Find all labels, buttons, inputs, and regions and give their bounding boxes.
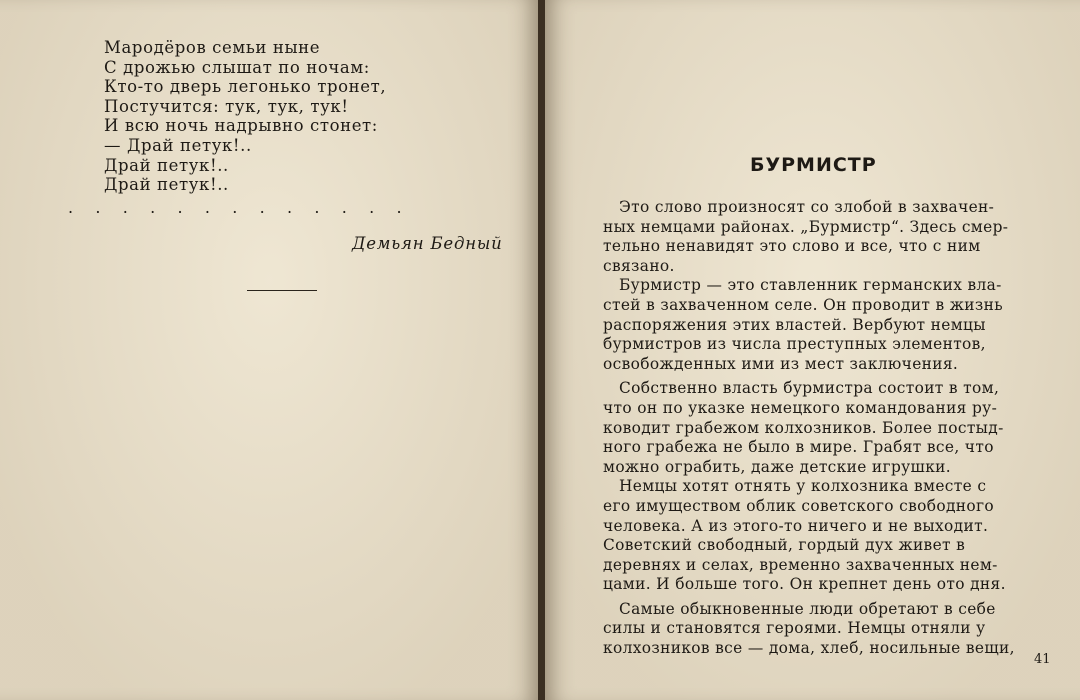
text-line: можно ограбить, даже детские игрушки. (603, 457, 952, 476)
text-line: Это слово произносят со злобой в захвачен- (619, 198, 995, 216)
article-title: БУРМИСТР (750, 154, 877, 176)
text-line: Немцы хотят отнять у колхозника вместе с (619, 477, 987, 496)
text-line: распоряжения этих властей. Вербуют немцы (603, 315, 986, 334)
poem-line: Драй петук!.. (104, 175, 229, 195)
text-line: освобожденных ими из мест заключения. (603, 354, 959, 373)
text-line: деревнях и селах, временно захваченных нем- (603, 555, 998, 574)
poem-line: Драй петук!.. (104, 155, 229, 175)
text-line: Бурмистр — это ставленник германских вла- (619, 276, 1002, 295)
paragraph (603, 276, 1046, 374)
poem-line: Кто-то дверь легонько тронет, (104, 77, 387, 97)
text-line: стей в захваченном селе. Он проводит в жизнь (603, 295, 1003, 314)
paragraph (603, 379, 1046, 477)
book-gutter (538, 0, 545, 700)
poem-line: Постучится: тук, тук, тук! (104, 96, 349, 116)
page-number: 41 (1034, 652, 1051, 667)
text-line: тельно ненавидят это слово и все, что с ним (603, 237, 981, 256)
poem (104, 38, 386, 195)
text-line: колхозников все — дома, хлеб, носильные вещи, (603, 639, 1015, 658)
text-line: цами. И больше того. Он крепнет день ото дня. (603, 575, 1006, 594)
text-line: связано. (603, 256, 675, 275)
text-line: человека. А из этого-то ничего и не выходит. (603, 516, 989, 535)
poem-line: — Драй петук!.. (104, 135, 252, 155)
section-rule (247, 290, 317, 291)
poem-line: И всю ночь надрывно стонет: (104, 116, 378, 136)
text-line: бурмистров из числа преступных элементов, (603, 335, 986, 354)
text-line: Собственно власть бурмистра состоит в том, (619, 379, 1000, 398)
text-line: Советский свободный, гордый дух живет в (603, 536, 966, 555)
left-page (0, 0, 538, 700)
text-line: Самые обыкновенные люди обретают в себе (619, 599, 996, 618)
paragraph (603, 198, 1046, 276)
paragraph (603, 600, 1046, 659)
text-line: что он по указке немецкого командования ру- (603, 398, 998, 417)
article-body (603, 198, 1046, 659)
ellipsis-divider: . . . . . . . . . . . . . (68, 198, 411, 217)
poem-line: Мародёров семьи ныне (104, 38, 321, 57)
poem-line: С дрожью слышат по ночам: (104, 57, 370, 77)
text-line: силы и становятся героями. Немцы отняли у (603, 619, 986, 638)
paragraph (603, 477, 1046, 595)
poem-author: Демьян Бедный (352, 234, 503, 253)
right-page (545, 0, 1080, 700)
text-line: ководит грабежом колхозников. Более постыд- (603, 418, 1004, 437)
text-line: ного грабежа не было в мире. Грабят все, что (603, 438, 994, 457)
text-line: его имуществом облик советского свободного (603, 496, 995, 515)
text-line: ных немцами районах. „Бурмистр“. Здесь смер- (603, 217, 1009, 236)
